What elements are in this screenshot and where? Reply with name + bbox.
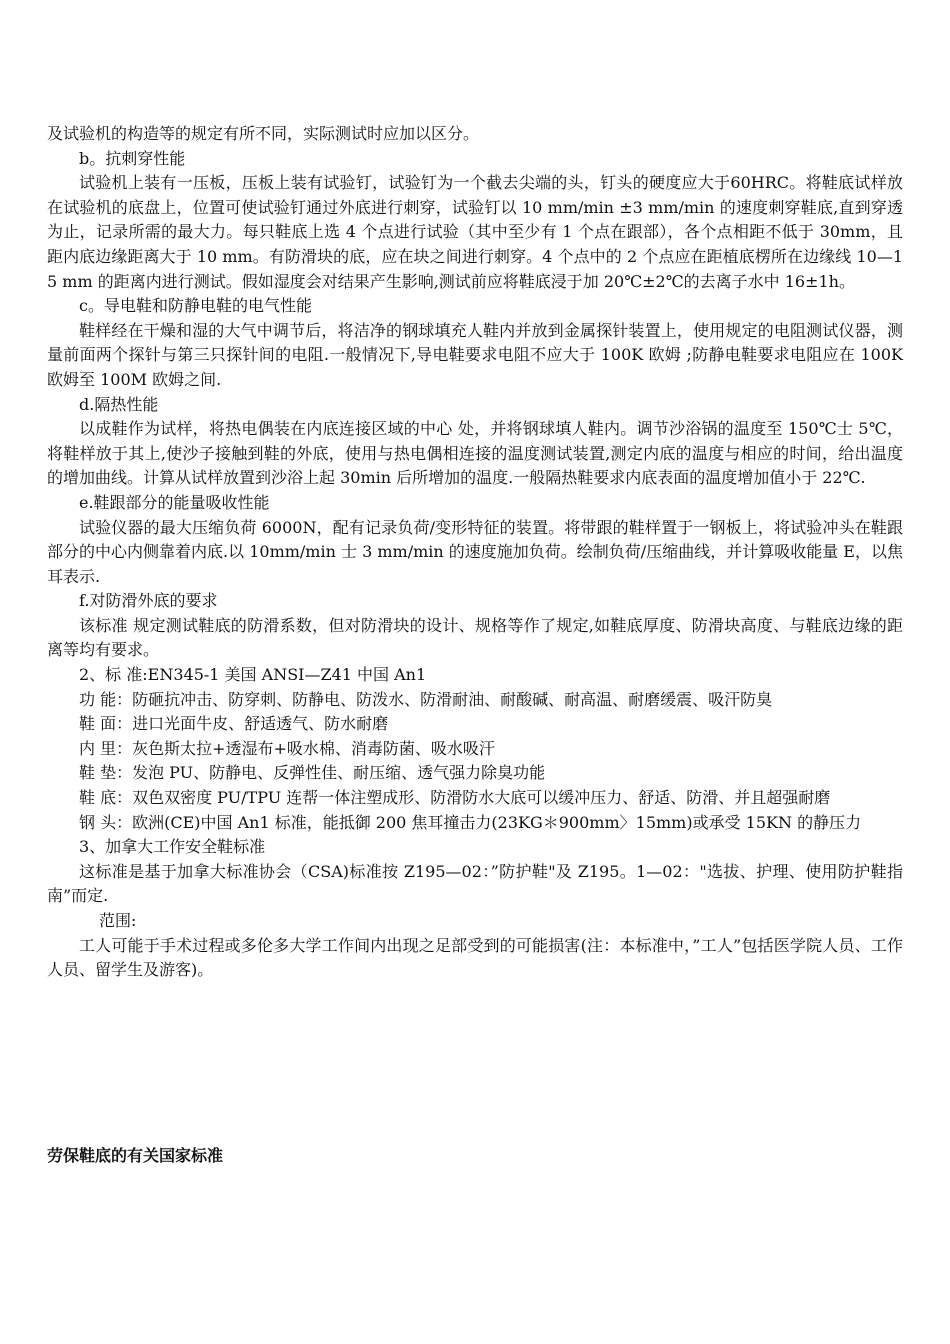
paragraph-1: 及试验机的构造等的规定有所不同，实际测试时应加以区分。 [47, 124, 480, 143]
paragraph-13: 功 能：防砸抗冲击、防穿刺、防静电、防泼水、防滑耐油、耐酸碱、耐高温、耐磨缓震、吸汗防臭 [79, 689, 773, 709]
paragraph-17: 鞋 底：双色双密度 PU/TPU 连帮一体注塑成形、防滑防水大底可以缓冲压力、舒适、防滑、并且超强耐磨 [79, 788, 831, 808]
paragraph-12: 2、标 准:EN345-1 美国 ANSI—Z41 中国 An1 [79, 665, 427, 685]
paragraph-22: 工人可能于手术过程或多伦多大学工作间内出现之足部受到的可能损害(注：本标准中，”工人”包括医学院人员、工作人员、留学生及游客)。 [47, 935, 903, 980]
paragraph-8: e.鞋跟部分的能量吸收性能 [79, 492, 270, 512]
paragraph-5: 鞋样经在干燥和湿的大气中调节后，将洁净的钢球填充人鞋内并放到金属探针装置上，使用规定的电阻测试仪器，测量前面两个探针与第三只探针间的电阻.一般情况下,导电鞋要求电阻不应大于 100K 欧姆 ;防静电鞋要求电阻应在 100K 欧姆至 100M 欧姆之间. [47, 320, 903, 389]
paragraph-20: 这标准是基于加拿大标准协会（CSA)标准按 Z195—02：”防护鞋"及 Z195。1—02："选拔、护理、使用防护鞋指南”而定. [47, 861, 903, 906]
section-heading: 劳保鞋底的有关国家标准 [47, 1146, 224, 1165]
paragraph-15: 内 里：灰色斯太拉+透湿布+吸水棉、消毒防菌、吸水吸汗 [79, 738, 495, 758]
paragraph-18: 钢 头：欧洲(CE)中国 An1 标准，能抵御 200 焦耳撞击力(23KG＊900mm〉15mm)或承受 15KN 的静压力 [79, 812, 862, 832]
paragraph-14: 鞋 面：进口光面牛皮、舒适透气、防水耐磨 [79, 714, 389, 734]
paragraph-3: 试验机上装有一压板，压板上装有试验钉，试验钉为一个截去尖端的头，钉头的硬度应大于60HRC。将鞋底试样放在试验机的底盘上，位置可使试验钉通过外底进行刺穿，试验钉以 10 mm/min ±3 mm/min 的速度刺穿鞋底,直到穿透为止，记录所需的最大力。每只鞋底上选 4 个点进行试验（其中至少有 1 个点在跟部），各个点相距不低于 30mm，且距内底边缘距离大于 10 mm。有防滑块的底，应在块之间进行刺穿。4 个点中的 2 个点应在距植底楞所在边缘线 10—15 mm 的距离内进行测试。假如湿度会对结果产生影响,测试前应将鞋底浸于加 20℃±2℃的去离子水中 16±1h。 [47, 173, 903, 291]
paragraph-19: 3、加拿大工作安全鞋标准 [79, 837, 266, 857]
paragraph-2: b。抗刺穿性能 [79, 148, 186, 168]
paragraph-7: 以成鞋作为试样，将热电偶装在内底连接区域的中心 处，并将钢球填人鞋内。调节沙浴锅的温度至 150℃士 5℃，将鞋样放于其上,使沙子接触到鞋的外底，使用与热电偶相连接的温度测试装置,测定内底的温度与相应的时间，给出温度的增加曲线。计算从试样放置到沙浴上起 30min 后所增加的温度.一般隔热鞋要求内底表面的温度增加值小于 22℃. [47, 419, 903, 488]
paragraph-9: 试验仪器的最大压缩负荷 6000N，配有记录负荷/变形特征的装置。将带跟的鞋样置于一钢板上，将试验冲头在鞋跟部分的中心内侧靠着内底.以 10mm/min 士 3 mm/min 的速度施加负荷。绘制负荷/压缩曲线，并计算吸收能量 E，以焦耳表示. [47, 517, 903, 586]
paragraph-6: d.隔热性能 [79, 394, 159, 414]
paragraph-11: 该标准 规定测试鞋底的防滑系数，但对防滑块的设计、规格等作了规定,如鞋底厚度、防滑块高度、与鞋底边缘的距离等均有要求。 [47, 615, 903, 660]
paragraph-21: 范围: [99, 911, 137, 930]
paragraph-16: 鞋 垫：发泡 PU、防静电、反弹性佳、耐压缩、透气强力除臭功能 [79, 763, 546, 783]
paragraph-4: c。导电鞋和防静电鞋的电气性能 [79, 296, 312, 316]
paragraph-10: f.对防滑外底的要求 [79, 591, 218, 611]
document-body [47, 122, 903, 983]
